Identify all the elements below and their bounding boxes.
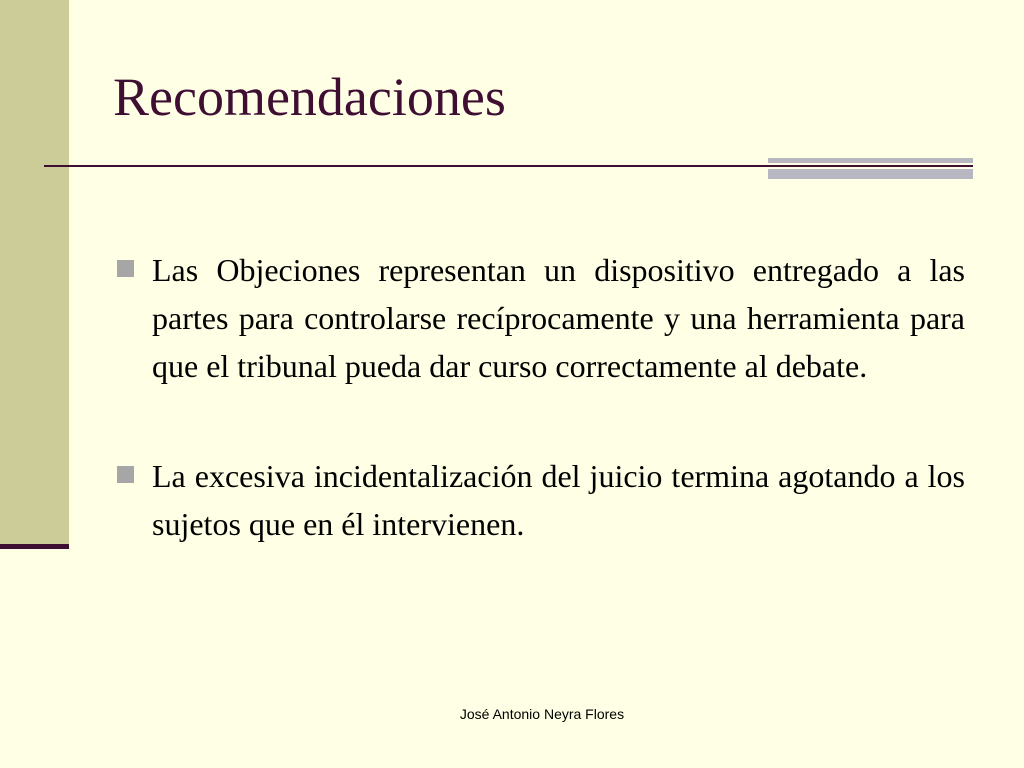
accent-bar-middle: [768, 165, 973, 167]
bullet-item: [115, 452, 965, 548]
left-band-underline: [0, 544, 69, 549]
accent-bar-top: [768, 158, 973, 163]
square-bullet-icon: [117, 466, 134, 483]
slide-title: Recomendaciones: [113, 67, 506, 127]
bullet-text: La excesiva incidentalización del juicio termina agotando a los sujetos que en él intervienen.: [152, 458, 965, 542]
bullet-item: [115, 246, 965, 390]
bullet-text: Las Objeciones representan un dispositivo entregado a las partes para controlarse recíprocamente y una herramienta para que el tribunal pueda dar curso correctamente al debate.: [152, 252, 965, 384]
accent-bar-bottom: [768, 169, 973, 179]
slide-footer: José Antonio Neyra Flores: [459, 706, 625, 722]
title-divider-accent: [768, 158, 973, 179]
square-bullet-icon: [117, 260, 134, 277]
bullet-list: [115, 246, 965, 610]
left-decorative-band: [0, 0, 69, 545]
